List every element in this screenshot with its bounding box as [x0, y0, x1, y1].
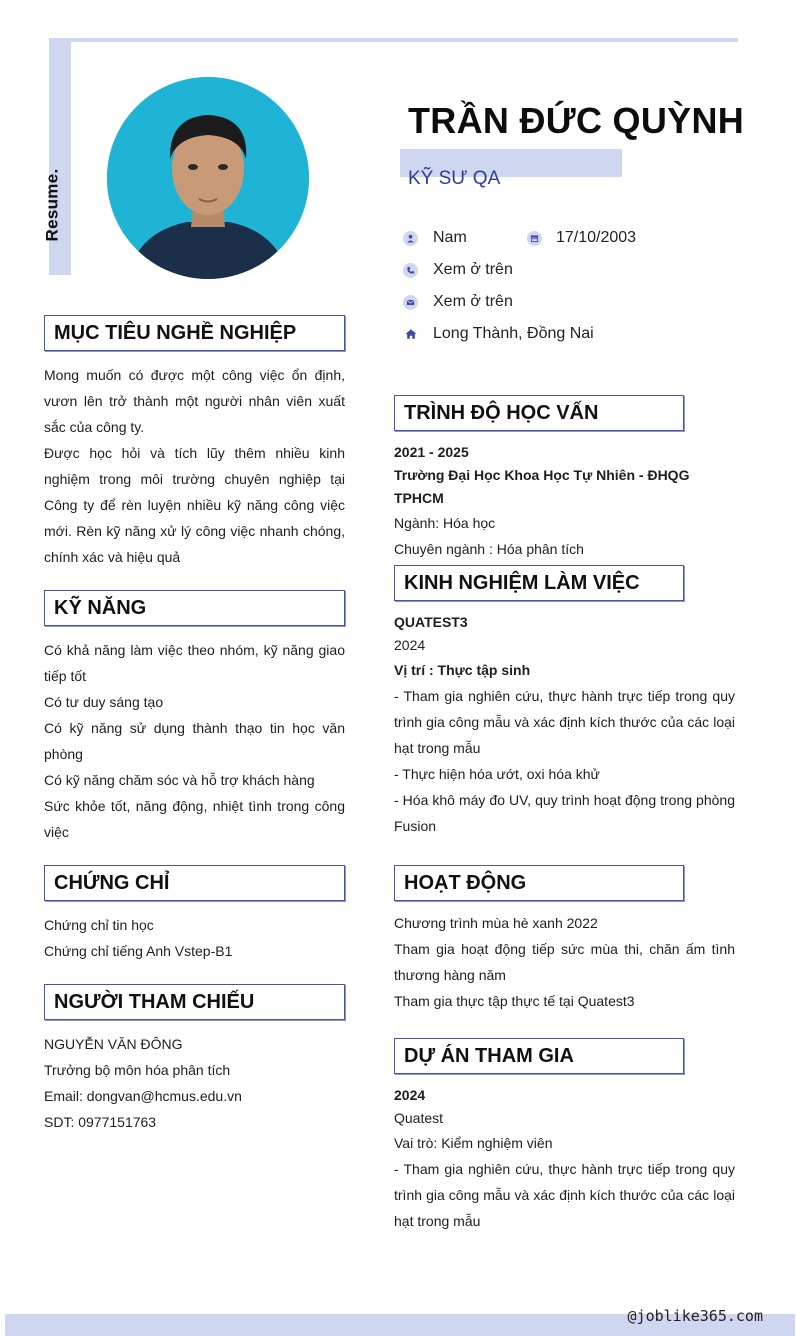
address-value: Long Thành, Đồng Nai [433, 325, 594, 342]
list-item: Tham gia hoạt động tiếp sức mùa thi, chăn ấm tình thương hàng năm [394, 941, 735, 983]
skills-list [44, 637, 345, 845]
education-title: TRÌNH ĐỘ HỌC VẤN [404, 401, 599, 424]
certificates-heading [44, 865, 345, 901]
project-company: Quatest [394, 1110, 444, 1126]
projects-body [394, 1084, 735, 1234]
objective-title: MỤC TIÊU NGHỀ NGHIỆP [54, 321, 297, 344]
skills-heading [44, 590, 345, 626]
list-item: Có tư duy sáng tạo [44, 694, 164, 710]
references-body [44, 1031, 345, 1135]
phone-value: Xem ở trên [433, 261, 513, 278]
objective-body [44, 362, 345, 570]
candidate-name: TRẦN ĐỨC QUỲNH [408, 100, 745, 141]
footer-watermark: @joblike365.com [627, 1307, 763, 1325]
list-item: - Hóa khô máy đo UV, quy trình hoạt động trong phòng Fusion [394, 792, 735, 834]
birthday-value: 17/10/2003 [556, 229, 637, 246]
project-role: Vai trò: Kiểm nghiệm viên [394, 1135, 553, 1151]
list-item: Tham gia thực tập thực tế tại Quatest3 [394, 993, 635, 1009]
list-item: Có kỹ năng chăm sóc và hỗ trợ khách hàng [44, 772, 315, 788]
certificates-title: CHỨNG CHỈ [54, 871, 170, 894]
phone-row [403, 261, 513, 279]
portrait-photo-icon [107, 77, 309, 279]
resume-label [32, 150, 72, 260]
list-item: Chương trình mùa hè xanh 2022 [394, 915, 598, 931]
home-icon [403, 327, 418, 342]
references-heading [44, 984, 345, 1020]
gender-value: Nam [433, 229, 467, 246]
experience-body [394, 611, 735, 839]
list-item: - Tham gia nghiên cứu, thực hành trực tiếp trong quy trình gia công mẫu và xác định kích thước của các loại hạt trong mẫu [394, 688, 735, 756]
objective-paragraph-2: Được học hỏi và tích lũy thêm nhiều kinh nghiệm trong môi trường chuyên nghiệp tại Công ty để rèn luyện nhiều kỹ năng công việc mới. Rèn kỹ năng xử lý công việc nhanh chóng, chính xác và hiệu quả [44, 445, 345, 565]
activities-title: HOẠT ĐỘNG [404, 871, 527, 894]
birthday-row [527, 229, 636, 247]
certificates-list [44, 912, 345, 964]
reference-name: NGUYỄN VĂN ĐÔNG [44, 1036, 183, 1052]
education-school: Trường Đại Học Khoa Học Tự Nhiên - ĐHQG TPHCM [394, 467, 690, 506]
project-year: 2024 [394, 1087, 426, 1103]
experience-company: QUATEST3 [394, 614, 468, 630]
education-major: Ngành: Hóa học [394, 515, 496, 531]
education-body [394, 441, 735, 562]
activities-list [394, 910, 735, 1014]
list-item: Sức khỏe tốt, năng động, nhiệt tình trong công việc [44, 798, 345, 840]
experience-position: Vị trí : Thực tập sinh [394, 662, 531, 678]
profile-photo [107, 77, 309, 279]
user-icon [403, 231, 418, 246]
experience-year: 2024 [394, 637, 426, 653]
project-description: - Tham gia nghiên cứu, thực hành trực tiếp trong quy trình gia công mẫu và xác định kích thước của các loại hạt trong mẫu [394, 1161, 735, 1229]
list-item: Có kỹ năng sử dụng thành thạo tin học văn phòng [44, 720, 345, 762]
gender-row [403, 229, 467, 247]
projects-heading [394, 1038, 684, 1074]
resume-label-text: Resume. [42, 168, 61, 242]
reference-phone: SDT: 0977151763 [44, 1114, 157, 1130]
education-period: 2021 - 2025 [394, 444, 469, 460]
references-title: NGƯỜI THAM CHIẾU [54, 990, 255, 1013]
email-row [403, 293, 513, 311]
calendar-icon [527, 231, 542, 246]
projects-title: DỰ ÁN THAM GIA [404, 1044, 574, 1067]
mail-icon [403, 295, 418, 310]
experience-title: KINH NGHIỆM LÀM VIỆC [404, 571, 640, 594]
email-value: Xem ở trên [433, 293, 513, 310]
skills-title: KỸ NĂNG [54, 596, 147, 619]
objective-heading [44, 315, 345, 351]
experience-heading [394, 565, 684, 601]
list-item: Chứng chỉ tiếng Anh Vstep-B1 [44, 943, 233, 959]
activities-heading [394, 865, 684, 901]
top-accent-bar [49, 38, 738, 42]
phone-icon [403, 263, 418, 278]
reference-position: Trưởng bộ môn hóa phân tích [44, 1062, 231, 1078]
education-specialization: Chuyên ngành : Hóa phân tích [394, 541, 584, 557]
education-heading [394, 395, 684, 431]
reference-email: Email: dongvan@hcmus.edu.vn [44, 1088, 242, 1104]
list-item: Có khả năng làm việc theo nhóm, kỹ năng giao tiếp tốt [44, 642, 345, 684]
list-item: Chứng chỉ tin học [44, 917, 154, 933]
objective-paragraph-1: Mong muốn có được một công việc ổn định, vươn lên trở thành một người nhân viên xuất sắc của công ty. [44, 367, 345, 435]
candidate-role: KỸ SƯ QA [408, 168, 501, 189]
address-row [403, 325, 594, 343]
list-item: - Thực hiện hóa ướt, oxi hóa khử [394, 766, 600, 782]
